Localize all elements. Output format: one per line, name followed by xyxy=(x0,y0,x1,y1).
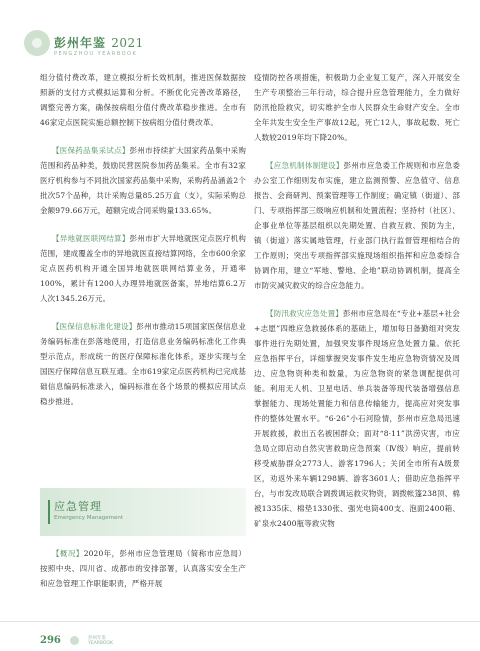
yearbook-year: 2021 xyxy=(111,36,144,50)
footer-book-en: YEARBOOK xyxy=(88,640,113,646)
paragraph-tag: 【概况】 xyxy=(52,549,84,558)
section-heading xyxy=(40,488,246,536)
paragraph xyxy=(254,70,460,145)
paragraph-text: 疫情防控各项措施，积极助力企业复工复产，深入开展安全生产专项整治三年行动，综合提升应急管理能力，全力做好防汛抢险救灾，切实维护全市人民群众生命财产安全。全市全年共发生安全生产事故12起，死亡12人，事故起数、死亡人数较2019年均下降20%。 xyxy=(254,73,460,142)
paragraph-text: 彭州市扩大异地就医定点医疗机构范围，建成覆盖全市的异地就医直接结算网络，全市600余家定点医药机构开通全国异地就医联网结算业务，开通率100%，累计有1200人办理异地就医备案，异地结算6.2万人次1345.26万元。 xyxy=(40,234,247,303)
paragraph xyxy=(40,319,246,409)
paragraph-tag: 【医保信息标准化建设】 xyxy=(52,322,137,331)
footer-divider xyxy=(0,621,480,622)
yearbook-title xyxy=(54,34,144,51)
paragraph-text: 组分值付费改革，建立模拟分析长效机制，推进医保数据按照新的支付方式模拟运算和分析。不断优化完善改革路径，调整完善方案，确保按病组分值付费改革稳步推进。全市有46家定点医院实施总额控制下按病组分值付费改革。 xyxy=(40,73,246,127)
paragraph xyxy=(40,70,246,130)
section-title: 应急管理 xyxy=(54,500,102,513)
yearbook-logo-icon xyxy=(70,636,79,645)
paragraph xyxy=(40,143,246,218)
footer-book-name xyxy=(88,636,113,646)
paragraph-text: 2020年，彭州市应急管理局（简称市应急局）按照中央、四川省、成都市的安排部署，认真落实安全生产和应急管理工作职能职责，严格开展 xyxy=(40,549,246,588)
left-bottom-column xyxy=(40,546,246,591)
paragraph-tag: 【防汛救灾应急处置】 xyxy=(266,309,343,318)
section-subtitle: Emergency Management xyxy=(54,515,123,521)
page-number: 296 xyxy=(40,635,61,646)
page-footer xyxy=(40,630,113,644)
yearbook-name: 彭州年鉴 xyxy=(54,36,107,50)
page-header xyxy=(0,0,480,62)
paragraph-tag: 【应急机制体制建设】 xyxy=(266,161,344,170)
paragraph xyxy=(254,158,460,293)
paragraph-text: 彭州市应急局在“专业+基层+社会+志愿”四维应急救援体系的基础上，增加每日备勤组对突发事件进行先期处置，加强突发事件现场应急处置力量。依托应急指挥平台，详细掌握突发事件发生地应急物资情况及周边、应急物资种类和数量，为应急物资的紧急调配提供可能。利用无人机、卫星电话、单兵装备等现代装备增强信息掌握能力、现场处置能力和信息传输能力，提高应对突发事件的整体处置水平。“6·26”小石河险情，彭州市应急局迅速开展救援，救出五名被困群众；面对“8·11”洪涝灾害，市应急局立即启动自然灾害救助应急预案（Ⅳ级）响应，提前转移受威胁群众2773人、游客1796人；关闭全市所有A级景区，劝返外来车辆1298辆、游客3601人；借助应急指挥平台，与市发改局联合调拨调运救灾物资，调拨帐篷238顶、棉被1335床、棉垫1330张、强光电筒400支、泡面2400箱、矿泉水2400瓶等救灾物 xyxy=(254,309,461,528)
paragraph-tag: 【异地就医联网结算】 xyxy=(52,234,130,243)
paragraph-tag: 【医保药品集采试点】 xyxy=(52,146,130,155)
paragraph xyxy=(254,306,460,531)
footer-book-cn: 彭州年鉴 xyxy=(88,635,107,641)
yearbook-logo-icon xyxy=(24,30,50,56)
yearbook-subtitle: PENGZHOU YEARBOOK xyxy=(54,51,138,57)
left-column xyxy=(40,70,246,409)
paragraph xyxy=(40,231,246,306)
right-column xyxy=(254,70,460,531)
paragraph-text: 彭州市应急委工作规则和市应急委办公室工作细则发布实施，建立监测预警、应急值守、信息报告、会商研判、预案管理等工作制度；确定镇（街道）、部门、专项指挥部三级响应机制和处置流程；坚持村（社区）、企事业单位等基层组织以先期处置、自救互救、预防为主，镇（街道）落实属地管理，行业部门执行监督管理相结合的工作原则；突出专项指挥部实施现场组织指挥和应急委综合协调作用，建立“军地、警地、企地”联动协调机制，提高全市防灾减灾救灾的综合应急能力。 xyxy=(254,161,461,290)
paragraph-text: 彭州市推动15项国家医保信息业务编码标准在彭落地使用，打造信息业务编码标准化工作典型示范点，形成统一的医疗保障标准化体系，逐步实现与全国医疗保障信息互联互通。全市619家定点医药机构已完成基础信息编码标准录入，编码标准在各个场景的模拟应用试点稳步推进。 xyxy=(40,322,247,406)
section-accent-bar xyxy=(48,500,50,524)
paragraph xyxy=(40,546,246,591)
paragraph-text: 彭州市持续扩大国家药品集中采购范围和药品种类，鼓励民营医院参加药品集采。全市有32家医疗机构参与不同批次国家药品集中采购，采购药品涵盖2个批次57个品种，共计采购总量85.25万盒（支），实际采购总金额979.66万元，超额完成合同采购量133.65%。 xyxy=(40,146,247,215)
